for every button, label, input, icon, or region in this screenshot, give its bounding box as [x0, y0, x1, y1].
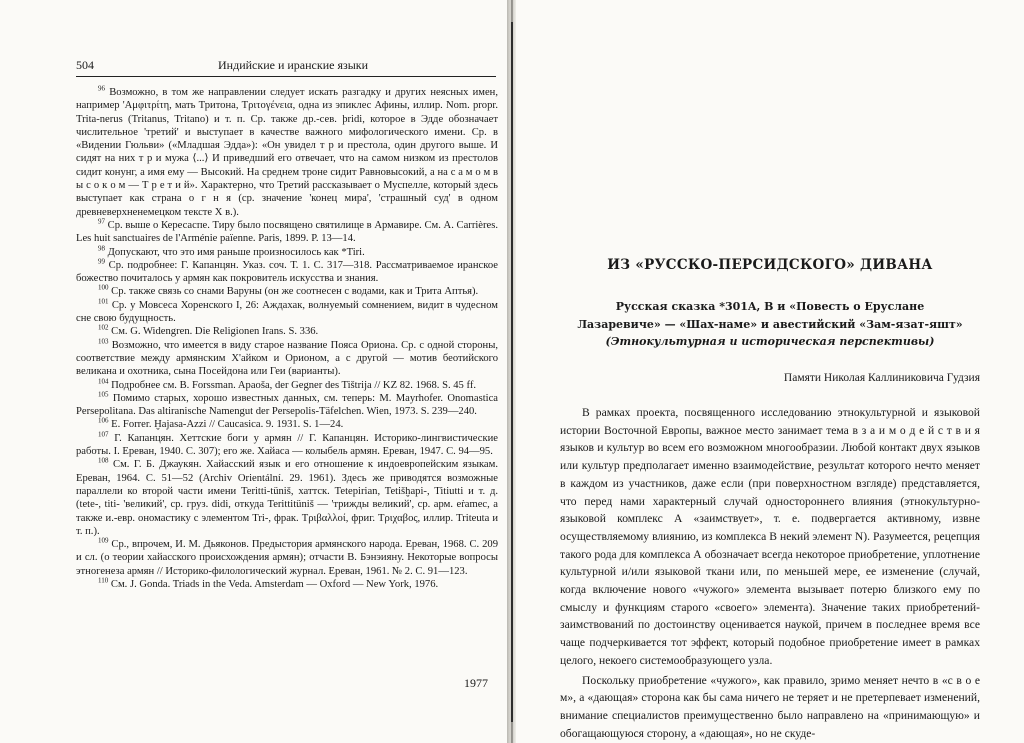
- article-title: ИЗ «РУССКО-ПЕРСИДСКОГО» ДИВАНА: [607, 257, 933, 273]
- gutter-shadow-line: [511, 22, 513, 722]
- footnote: [76, 325, 498, 338]
- footnote: [76, 538, 498, 578]
- footnote: [76, 432, 498, 459]
- subtitle-line: Лазаревиче» — «Шах-наме» и авестийский «Зам-язат-яшт»: [577, 317, 963, 331]
- subtitle-line: Русская сказка *301A, B и «Повесть о Еруслане: [615, 300, 925, 313]
- footnote-text: Ср. у Мовсеса Хоренского I, 26: Аждахак, волнуемый сомнением, видит в чудесном сне свою будущность.: [76, 299, 499, 325]
- footnote-number: 103: [98, 337, 109, 346]
- footnote-number: 98: [98, 244, 105, 253]
- footnote-number: 106: [98, 416, 109, 425]
- footnote: [76, 578, 498, 591]
- footnote-number: 107: [98, 430, 109, 439]
- footnote-number: 110: [98, 576, 109, 585]
- footnote-number: 104: [98, 377, 109, 385]
- footnote-text: Возможно, в том же направлении следует искать разгадку и других неясных имен, например 'Aμφιτρίτη, мать Тритона, Tριτογένεια, одна из эпиклес Афины, иллир. Nom. propr. Trita-nerus (Tritanus, Tritano) и т. п. Ср. также др.-сев. þridi, которое в Эдде обозначает числительное 'третий' и выступает в качестве важного мифологического имени. Ср. в «Видении Гюльви» («Младшая Эдда»): «Он увидел т р и престола, один другого выше. И сидят на них т р и мужа ⟨...⟩ И приведший его отвечает, что на самом низком из престолов сидит конунг, а имя ему — Высокий. На среднем троне сидит Равновысокий, а на с а м о м в ы с о к о м — Т р е т и й». Характерно, что Третий рассказывает о Муспелле, который здесь выступает как страна о г н я (ср. значение 'конец мира', 'страшный суд' в одном древневерхненемецком тексте X в.).: [76, 87, 498, 218]
- footnote: [76, 418, 498, 431]
- footnote-text: Допускают, что это имя раньше произносилось как *Tiri.: [107, 246, 365, 258]
- subtitle-line: (Этнокультурная и историческая перспективы): [605, 335, 935, 348]
- bottom-number: 1977: [464, 676, 488, 690]
- running-title: Индийские и иранские языки: [218, 58, 369, 72]
- footnote: [76, 259, 498, 286]
- footnote: [76, 379, 498, 392]
- footnote: [76, 285, 498, 298]
- article-body: [560, 404, 980, 742]
- footnote: [76, 392, 498, 419]
- paragraph: Поскольку приобретение «чужого», как правило, зримо меняет нечто в «с в о е м», а «дающая» сторона как бы сама ничего не теряет и не претерпевает изменений, внимание специалистов преимущественно было направлено на «принимающую» и обогащающуюся сторону, а «дающая», но не скуде-: [560, 673, 980, 740]
- footnote-text: Ср. также связь со снами Варуны (он же соотнесен с водами, как и Трита Аптья).: [111, 286, 479, 298]
- footnote-number: 105: [98, 390, 109, 399]
- footnote: [76, 219, 498, 246]
- footnote-text: E. Forrer. Ḫajasa-Azzi // Caucasica. 9. 1931. S. 1—24.: [111, 419, 344, 431]
- footnote: [76, 86, 498, 219]
- footnote-number: 108: [98, 456, 109, 465]
- footnote-number: 97: [98, 217, 105, 226]
- footnote-number: 101: [98, 297, 109, 306]
- footnote-text: См. J. Gonda. Triads in the Veda. Amsterdam — Oxford — New York, 1976.: [110, 578, 439, 590]
- footnote-text: Ср. подробнее: Г. Капанцян. Указ. соч. Т. 1. С. 317—318. Рассматриваемое иранское божество почиталось у армян как покровитель искусства и знания.: [76, 259, 498, 285]
- footnote-text: Ср., впрочем, И. М. Дьяконов. Предыстория армянского народа. Ереван, 1968. С. 209 и сл. (о теории хайасского происхождения армян); отчасти В. Бэнэияну. Некоторые вопросы этногенеза армян // Историко-филологический журнал. Ереван, 1961. № 2. С. 91—123.: [76, 539, 498, 577]
- footnote-text: Ср. выше о Кересаспе. Тиру было посвящено святилище в Армавире. См. A. Carrières. Les huit sanctuaires de l'Arménie païenne. Paris, 1899. P. 13—14.: [76, 219, 498, 245]
- paragraph: В рамках проекта, посвященного исследованию этнокультурной и языковой истории Восточной Европы, важное место занимает тема в з а и м о д е й с т в и я языков и культур во всем его возможном многообразии. Любой контакт двух языков или культур предполагает именно взаимодействие, результат которого нечто меняет в каждом из участников, даже если (при поверхностном взгляде) представляется, что перед нами характерный случай одностороннего влияния (этнокультурно-языковой комплекс А «заимствует», т. е. подвергается активному, извне осуществляемому влиянию, из комплекса В некий элемент N). Разумеется, рецепция такого рода для комплекса А обозначает всегда некоторое приобретение, уплотнение культурной и/или языковой ткани или, по меньшей мере, ее изменение (случай, когда включение нового «чужого» элемента вызывает потерю близкого ему по смыслу и функциям старого «своего» элемента). Значение таких приобретений-заимствований по достоинству оценивается наукой, причем в последнее время все чаще подчеркивается тот эффект, который подобное приобретение имеет в рамках целого, некоего системообразующего узла.: [560, 406, 980, 667]
- footnote-number: 96: [98, 84, 105, 93]
- footnote: [76, 246, 498, 259]
- footnote-text: См. G. Widengren. Die Religionen Irans. S. 336.: [111, 326, 319, 338]
- footnote-number: 99: [98, 257, 105, 266]
- dedication: Памяти Николая Каллиниковича Гудзия: [783, 372, 980, 384]
- footnote: [76, 339, 498, 379]
- footnote-text: Помимо старых, хорошо известных данных, см. теперь: M. Mayrhofer. Onomastica Persepolitana. Das altiranische Namengut der Persepolis-Täfelchen. Wien, 1973. S. 239—240.: [76, 392, 498, 418]
- footnote: [76, 458, 498, 538]
- footnote-text: Г. Капанцян. Хеттские боги у армян // Г. Капанцян. Историко-лингвистические работы. I. Ереван, 1940. С. 307); его же. Хайаса — колыбель армян. Ереван, 1947. С. 94—95.: [76, 432, 498, 458]
- footnote: [76, 299, 498, 326]
- left-page: [0, 0, 507, 743]
- header-rule: [76, 76, 496, 77]
- article-subtitle: [560, 298, 980, 351]
- footnotes: [76, 86, 498, 591]
- footnote-text: См. Г. Б. Джаукян. Хайасский язык и его отношение к индоевропейским языкам. Ереван, 1964. С. 51—52 (Archiv Orientální. 29. 1961). Здесь же приводятся возможные параллели ко второй части имени Teritti-tüniš, хаттск. Tetepirian, Tetišḫapi-, Titiutti и т. д. (tete-, titi- 'великий', ср. груз. didi, откуда Terittitüniš — 'трижды великий', ср. арм. eṙamec, а также и.-евр. ономастику с элементом Tri-, фрак. Tριβαλλοί, фриг. Tριχαβος, иллир. Triteuta и т. п.).: [76, 459, 498, 537]
- running-header: [76, 58, 496, 76]
- footnote-text: Подробнее см. B. Forssman. Apaoša, der Gegner des Tištrija // KZ 82. 1968. S. 45 ff.: [111, 379, 477, 391]
- page-number: 504: [76, 58, 94, 72]
- footnote-text: Возможно, что имеется в виду старое название Пояса Ориона. Ср. с одной стороны, соответствие между армянским Х'айком и Орионом, а с другой — мотив беотийского великана и охотника, сына Посейдона или Геи (варианты).: [76, 339, 498, 378]
- footnote-number: 102: [98, 323, 109, 332]
- footnote-number: 100: [98, 283, 109, 292]
- footnote-number: 109: [98, 536, 109, 545]
